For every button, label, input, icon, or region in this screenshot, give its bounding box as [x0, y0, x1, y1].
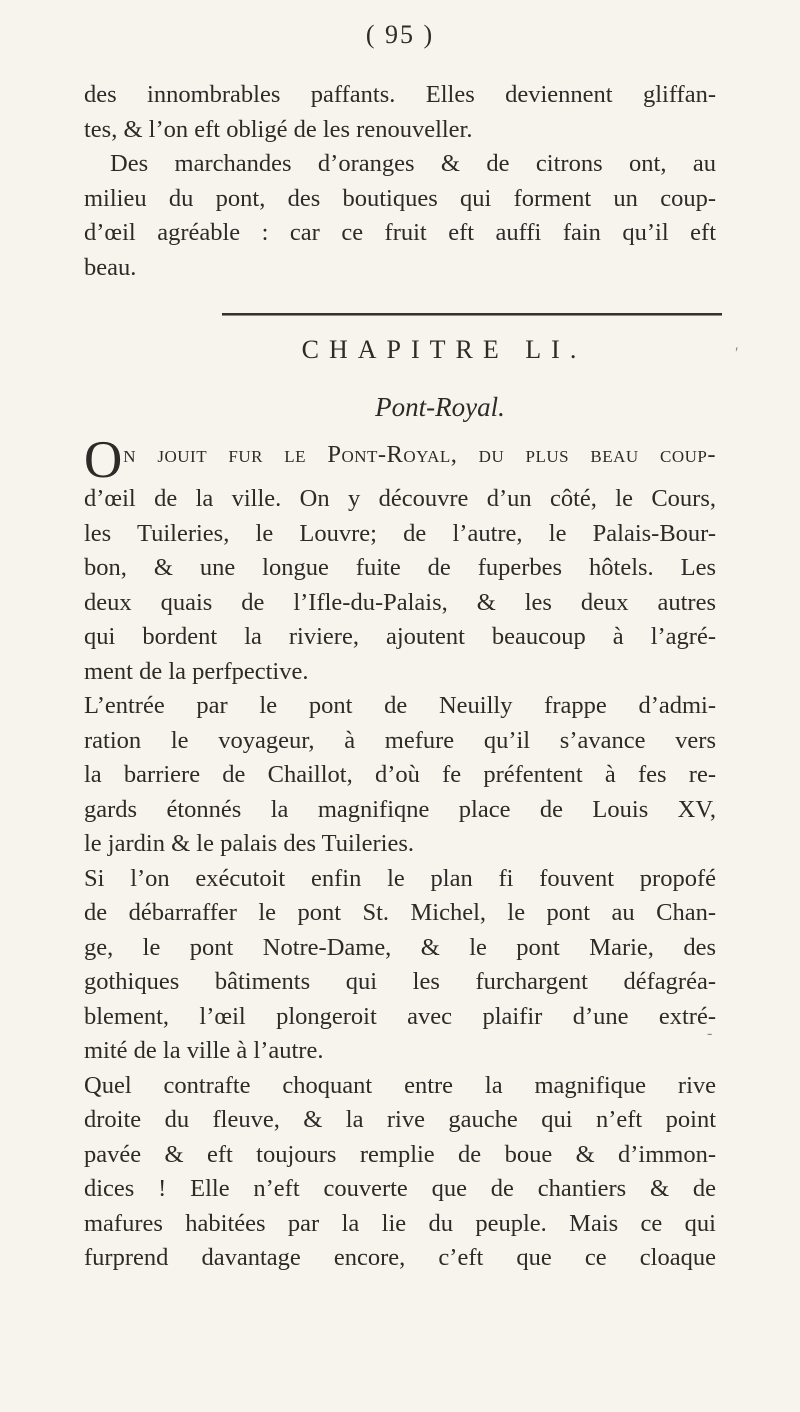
text-line: pavée & eft toujours remplie de boue & d’immon- — [84, 1140, 716, 1168]
page-number: ( 95 ) — [365, 20, 435, 49]
text-line: beau. — [84, 253, 137, 281]
text-line: ment de la perfpective. — [84, 657, 309, 685]
text-line: n jouit fur le Pont-Royal, du plus beau coup- — [123, 441, 716, 468]
top-text — [84, 78, 716, 285]
text-line: Quel contrafte choquant entre la magnifique rive — [84, 1071, 716, 1099]
paragraph — [84, 147, 716, 182]
paper-mark: ′ — [735, 345, 739, 362]
chapter-text — [84, 438, 716, 1276]
text-line: bon, & une longue fuite de fuperbes hôtels. Les — [84, 554, 716, 581]
text-line: furprend davantage encore, c’eft que ce cloaque — [84, 1244, 716, 1271]
text-line: droite du fleuve, & la rive gauche qui n’eft point — [84, 1106, 716, 1133]
text-line: qui bordent la riviere, ajoutent beaucoup à l’agré- — [84, 623, 716, 650]
text-line: de débarraffer le pont St. Michel, le pont au Chan- — [84, 899, 716, 926]
text-line: les Tuileries, le Louvre; de l’autre, le Palais-Bour- — [84, 519, 716, 547]
text-line: ge, le pont Notre-Dame, & le pont Marie, des — [84, 933, 716, 961]
chapter-heading: CHAPITRE LI. — [301, 335, 587, 364]
chapter-subtitle: Pont-Royal. — [375, 392, 505, 422]
text-line: mafures habitées par la lie du peuple. Mais ce qui — [84, 1209, 716, 1237]
text-line: la barriere de Chaillot, d’où fe préfentent à fes re- — [84, 761, 716, 788]
text-line: blement, l’œil plongeroit avec plaifir d’une extré- — [84, 1002, 716, 1030]
text-line: d’œil de la ville. On y découvre d’un côté, le Cours, — [84, 485, 716, 512]
text-line: L’entrée par le pont de Neuilly frappe d’admi- — [84, 692, 716, 719]
paper-mark: - — [707, 1025, 713, 1042]
text-line: des innombrables paffants. Elles deviennent gliffan- — [84, 81, 716, 108]
paragraph-continuation — [84, 182, 716, 286]
opening-line — [84, 438, 716, 482]
text-line: le jardin & le palais des Tuileries. — [84, 830, 415, 857]
section-divider — [222, 313, 722, 315]
paragraph — [84, 689, 716, 862]
paragraph — [84, 78, 716, 147]
drop-cap: O — [84, 438, 123, 482]
text-line: deux quais de l’Ifle-du-Palais, & les deux autres — [84, 588, 716, 616]
text-line: Des marchandes d’oranges & de citrons ont, au — [110, 150, 716, 177]
paragraph — [84, 1069, 716, 1276]
text-line: tes, & l’on eft obligé de les renouveller. — [84, 115, 473, 143]
text-line: gothiques bâtiments qui les furchargent défagréa- — [84, 968, 716, 995]
text-line: milieu du pont, des boutiques qui forment un coup- — [84, 184, 716, 212]
text-line: Si l’on exécutoit enfin le plan fi fouvent propofé — [84, 864, 716, 892]
paragraph — [84, 862, 716, 1069]
text-line: dices ! Elle n’eft couverte que de chantiers & de — [84, 1175, 716, 1202]
text-line: gards étonnés la magnifiqne place de Louis XV, — [84, 795, 716, 823]
text-line: mité de la ville à l’autre. — [84, 1037, 324, 1064]
text-line: d’œil agréable : car ce fruit eft auffi fain qu’il eft — [84, 219, 716, 246]
text-line: ration le voyageur, à mefure qu’il s’avance vers — [84, 726, 716, 754]
paragraph — [84, 482, 716, 689]
